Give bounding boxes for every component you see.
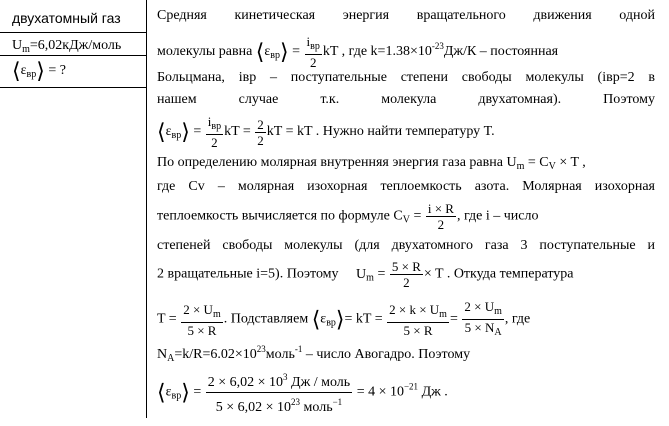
fraction: $\frac{i_{вр}}{2}$ [207,114,222,150]
fraction: $\frac{2 \times 6,02 \times 10^3 Дж / моль}{5 \times 6,02 \times 10^{23} моль^{-1}}$ [206,368,352,417]
given-find: $⟨\varepsilon_{вр}⟩$ = ? [12,58,66,83]
solution-line-3: Больцмана, iвр – поступательные степени свободы молекулы (iвр=2 в [157,70,655,85]
solution-line-11: T = $\frac{2 \times U_m}{5 \times R}$ . Подставляем $⟨\varepsilon_{вр}⟩=$ kT = $\frac{2 \times k \times U_m}{5 \times R}$ = $\frac{2 \times U_m}{5 \times N_A}$ , где [157,299,531,338]
given-divider-mid [0,55,147,56]
solution-line-13: $⟨\varepsilon_{вр}⟩$ = $\frac{2 \times 6,02 \times 10^3 Дж / моль}{5 \times 6,02 \times 10^{23} моль^{-1}}$ = $4 \times 10^{-21}$ Дж . [157,368,655,417]
solution-line-4: нашем случае т.к. молекула двухатомная). Поэтому [157,92,655,107]
fraction: $\frac{i \times R}{2}$ [427,201,454,232]
solution-line-5: $⟨\varepsilon_{вр}⟩$ = $\frac{i_{вр}}{2}$ kT = $\frac{2}{2}$ kT = kT . Нужно найти температуру T. [157,114,495,150]
given-title: двухатомный газ [12,10,121,26]
given-molar-energy: $U_m=6,02кДж$/моль [12,38,122,55]
given-divider-bottom [0,87,147,88]
solution-line-10: 2 вращательные i=5). Поэтому $U_m$ = $\frac{5 \times R}{2}$ × T . Откуда температура [157,259,574,290]
fraction: $\frac{i_{вр}}{2}$ [306,34,320,70]
solution-line-8: теплоемкость вычисляется по формуле $C_V$ = $\frac{i \times R}{2}$ , где i – число [157,201,539,232]
solution-line-1: Средняя кинетическая энергия вращательного движения одной [157,8,655,23]
solution-line-6: По определению молярная внутренняя энергия газа равна $U_m = C_V \times T$ , [157,155,586,172]
solution-line-12: $N_A=k/R=6.02\times 10^{23}моль^{-1}$ – число Авогадро. Поэтому [157,344,471,364]
solution-line-2: молекулы равна $⟨\varepsilon_{вр}⟩$ = $\frac{i_{вр}}{2}$ kT , где $k=1.38\times 10^{-23}Дж/К$ – постоянная [157,34,559,70]
fraction: $\frac{2 \times k \times U_m}{5 \times R}$ [389,301,447,338]
fraction: $\frac{2 \times U_m}{5 \times N_A}$ [464,299,502,338]
given-divider-top [0,32,147,33]
fraction: $\frac{2}{2}$ [257,116,264,148]
column-divider [146,0,147,418]
solution-line-7: где Cv – молярная изохорная теплоемкость азота. Молярная изохорная [157,179,655,194]
fraction: $\frac{5 \times R}{2}$ [391,259,421,290]
fraction: $\frac{2 \times U_m}{5 \times R}$ [183,301,221,338]
solution-line-9: степеней свободы молекулы (для двухатомного газа 3 поступательные и [157,238,655,253]
